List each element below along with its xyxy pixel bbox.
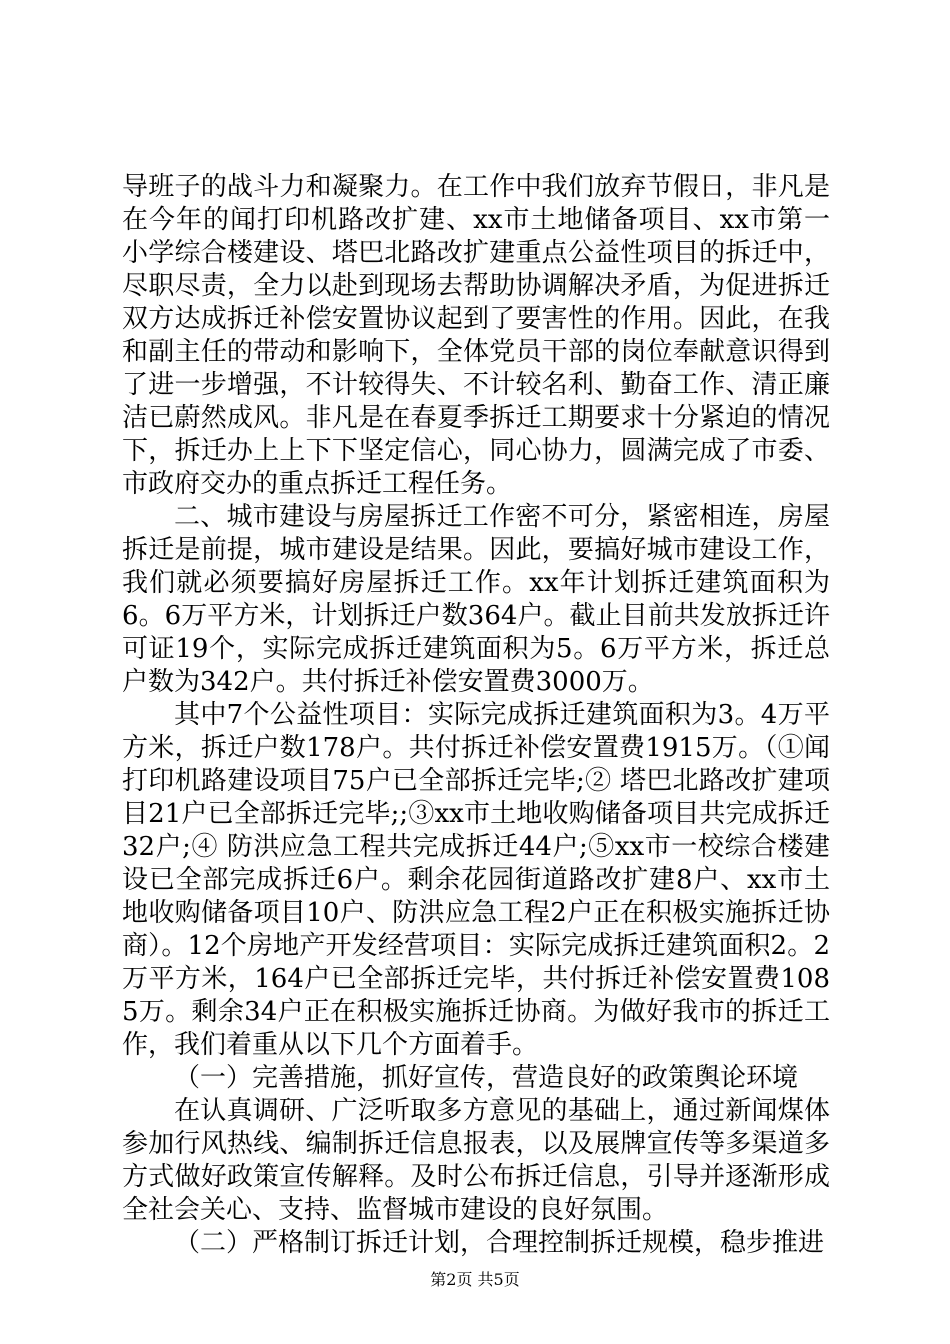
paragraph-continuation: 导班子的战斗力和凝聚力。在工作中我们放弃节假日，非凡是在今年的闻打印机路改扩建、xx市土地储备项目、xx市第一小学综合楼建设、塔巴北路改扩建重点公益性项目的拆迁中，尽职尽责，全力以赴到现场去帮助协调解决矛盾，为促进拆迁双方达成拆迁补偿安置协议起到了要害性的作用。因此，在我和副主任的带动和影响下，全体党员干部的岗位奉献意识得到了进一步增强，不计较得失、不计较名利、勤奋工作、清正廉洁已蔚然成风。非凡是在春夏季拆迁工期要求十分紧迫的情况下，拆迁办上上下下坚定信心，同心协力，圆满完成了市委、市政府交办的重点拆迁工程任务。 (122, 172, 830, 499)
paragraph-publicity: 在认真调研、广泛听取多方意见的基础上，通过新闻煤体参加行风热线、编制拆迁信息报表，以及展牌宣传等多渠道多方式做好政策宣传解释。及时公布拆迁信息，引导并逐渐形成全社会关心、支持、监督城市建设的良好氛围。 (122, 1096, 830, 1225)
paragraph-section-two: 二、城市建设与房屋拆迁工作密不可分，紧密相连，房屋拆迁是前提，城市建设是结果。因此，要搞好城市建设工作，我们就必须要搞好房屋拆迁工作。xx年计划拆迁建筑面积为6。6万平方米，计划拆迁户数364户。截止目前共发放拆迁许可证19个，实际完成拆迁建筑面积为5。6万平方米，拆迁总户数为342户。共付拆迁补偿安置费3000万。 (122, 502, 830, 697)
document-body (122, 171, 830, 1260)
page-footer: 第2页 共5页 (430, 1270, 520, 1289)
subheading-one: （一）完善措施，抓好宣传，营造良好的政策舆论环境 (174, 1063, 799, 1093)
subheading-two: （二）严格制订拆迁计划，合理控制拆迁规模，稳步推进 (174, 1228, 825, 1258)
paragraph-public-projects: 其中7个公益性项目：实际完成拆迁建筑面积为3。4万平方米，拆迁户数178户。共付拆迁补偿安置费1915万。（①闻打印机路建设项目75户已全部拆迁完毕;② 塔巴北路改扩建项目21户已全部拆迁完毕;;③xx市土地收购储备项目共完成拆迁32户;④ 防洪应急工程共完成拆迁44户;⑤xx市一校综合楼建设已全部完成拆迁6户。剩余花园街道路改扩建8户、xx市土地收购储备项目10户、防洪应急工程2户正在积极实施拆迁协商）。12个房地产开发经营项目：实际完成拆迁建筑面积2。2万平方米，164户已全部拆迁完毕，共付拆迁补偿安置费1085万。剩余34户正在积极实施拆迁协商。为做好我市的拆迁工作，我们着重从以下几个方面着手。 (122, 700, 830, 1060)
